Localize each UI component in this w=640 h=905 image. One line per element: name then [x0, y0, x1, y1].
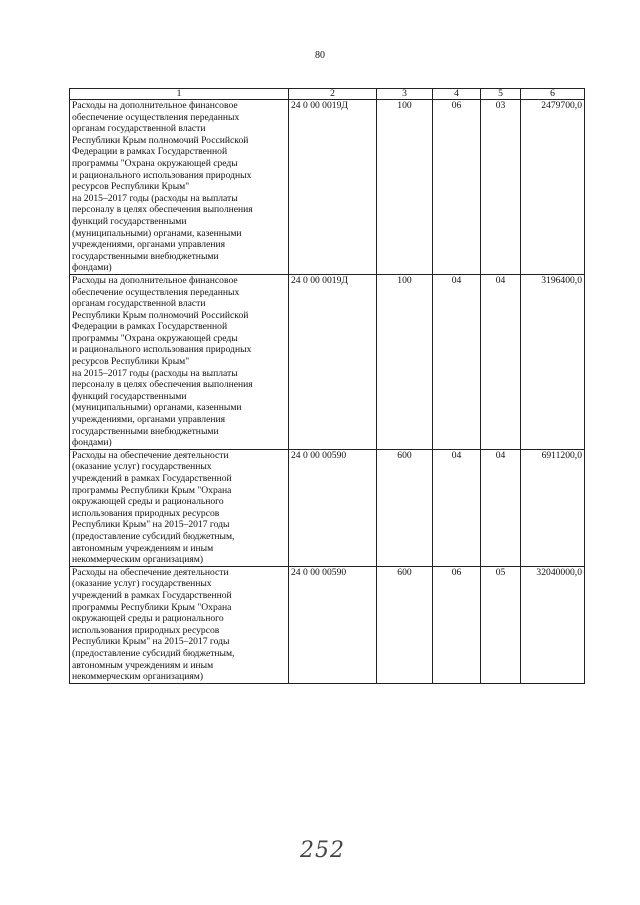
header-cell-2: 2	[289, 89, 377, 100]
target-article-cell: 24 0 00 00590	[289, 449, 377, 566]
amount-cell: 32040000,0	[521, 566, 585, 683]
description-cell: Расходы на обеспечение деятельности (оказание услуг) государственных учреждений в рамках Государственной программы Республики Крым "Охрана окружающей среды и рационального использования природных ресурсов Республики Крым" на 2015–2017 годы (предоставление субсидий бюджетным, автономным учреждениям и иным некоммерческим организациям)	[70, 449, 289, 566]
description-cell: Расходы на дополнительное финансовое обеспечение осуществления переданных органам государственной власти Республики Крым полномочий Российской Федерации в рамках Государственной программы "Охрана окружающей среды и рационального использования природных ресурсов Республики Крым" на 2015–2017 годы (расходы на выплаты персоналу в целях обеспечения выполнения функций государственными (муниципальными) органами, казенными учреждениями, органами управления государственными внебюджетными фондами)	[70, 274, 289, 449]
description-cell: Расходы на дополнительное финансовое обеспечение осуществления переданных органам государственной власти Республики Крым полномочий Российской Федерации в рамках Государственной программы "Охрана окружающей среды и рационального использования природных ресурсов Республики Крым" на 2015–2017 годы (расходы на выплаты персоналу в целях обеспечения выполнения функций государственными (муниципальными) органами, казенными учреждениями, органами управления государственными внебюджетными фондами)	[70, 100, 289, 275]
header-cell-5: 5	[481, 89, 521, 100]
expense-type-cell: 600	[377, 566, 433, 683]
page-number: 80	[315, 50, 325, 61]
table-row	[70, 566, 585, 683]
section-cell: 04	[433, 274, 481, 449]
expense-type-cell: 100	[377, 274, 433, 449]
header-cell-6: 6	[521, 89, 585, 100]
target-article-cell: 24 0 00 0019Д	[289, 274, 377, 449]
handwritten-page-number: 252	[300, 838, 345, 863]
amount-cell: 2479700,0	[521, 100, 585, 275]
description-cell: Расходы на обеспечение деятельности (оказание услуг) государственных учреждений в рамках Государственной программы Республики Крым "Охрана окружающей среды и рационального использования природных ресурсов Республики Крым" на 2015–2017 годы (предоставление субсидий бюджетным, автономным учреждениям и иным некоммерческим организациям)	[70, 566, 289, 683]
subsection-cell: 04	[481, 449, 521, 566]
expense-type-cell: 100	[377, 100, 433, 275]
header-cell-1: 1	[70, 89, 289, 100]
table-row	[70, 100, 585, 275]
header-row	[70, 89, 585, 100]
section-cell: 04	[433, 449, 481, 566]
table-row	[70, 449, 585, 566]
amount-cell: 6911200,0	[521, 449, 585, 566]
header-cell-3: 3	[377, 89, 433, 100]
target-article-cell: 24 0 00 00590	[289, 566, 377, 683]
table-row	[70, 274, 585, 449]
section-cell: 06	[433, 100, 481, 275]
expense-type-cell: 600	[377, 449, 433, 566]
amount-cell: 3196400,0	[521, 274, 585, 449]
subsection-cell: 03	[481, 100, 521, 275]
header-cell-4: 4	[433, 89, 481, 100]
budget-table	[69, 88, 585, 684]
subsection-cell: 04	[481, 274, 521, 449]
target-article-cell: 24 0 00 0019Д	[289, 100, 377, 275]
subsection-cell: 05	[481, 566, 521, 683]
section-cell: 06	[433, 566, 481, 683]
